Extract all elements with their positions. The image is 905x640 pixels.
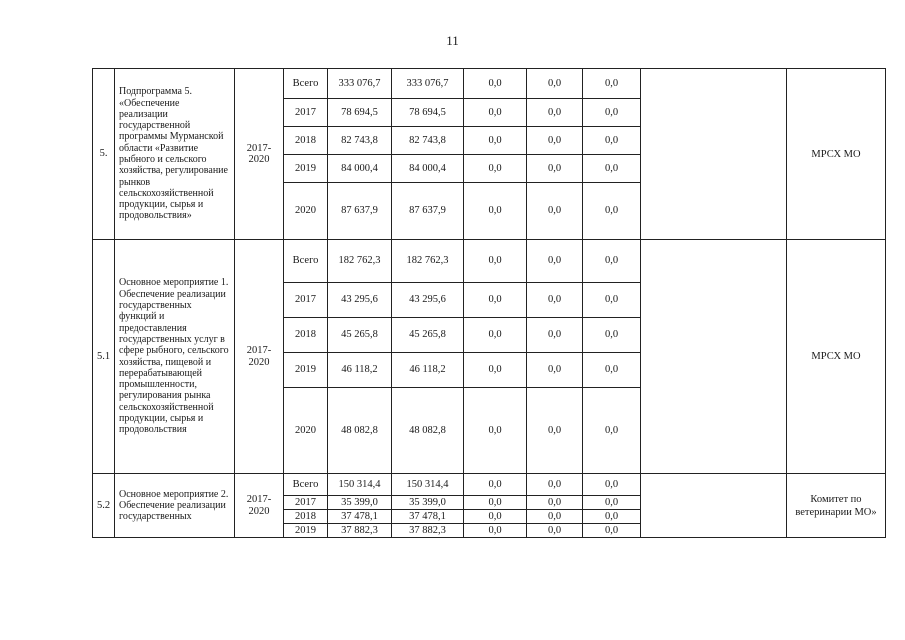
page-number: 11 — [446, 33, 459, 48]
table-row — [93, 474, 886, 496]
table-row — [93, 69, 886, 99]
value-cell: 0,0 — [527, 69, 583, 99]
total-cell: 37 478,1 — [328, 510, 392, 524]
value-cell: 0,0 — [583, 183, 641, 240]
year-cell: 2019 — [284, 524, 328, 538]
value-cell: 182 762,3 — [392, 240, 464, 283]
value-cell: 0,0 — [583, 127, 641, 155]
section-name: Основное мероприятие 1. Обеспечение реализации государственных функций и предоставления государственных услуг в сфере рыбного, сельского хозяйства, пищевой и перерабатывающей промышленности, регулирования рынка сельскохозяйственной продукции, сырья и продовольствия — [115, 240, 235, 474]
total-cell: 182 762,3 — [328, 240, 392, 283]
value-cell: 0,0 — [583, 510, 641, 524]
value-cell: 0,0 — [464, 474, 527, 496]
value-cell: 84 000,4 — [392, 155, 464, 183]
year-cell: 2018 — [284, 510, 328, 524]
value-cell: 0,0 — [464, 318, 527, 353]
value-cell: 0,0 — [527, 388, 583, 474]
value-cell: 87 637,9 — [392, 183, 464, 240]
budget-table — [92, 68, 886, 538]
executor-cell: МРСХ МО — [787, 69, 886, 240]
value-cell: 0,0 — [583, 353, 641, 388]
year-cell: Всего — [284, 240, 328, 283]
value-cell: 0,0 — [527, 524, 583, 538]
year-cell: 2017 — [284, 496, 328, 510]
value-cell: 46 118,2 — [392, 353, 464, 388]
section-name: Основное мероприятие 2. Обеспечение реализации государственных — [115, 474, 235, 538]
value-cell: 0,0 — [583, 155, 641, 183]
total-cell: 333 076,7 — [328, 69, 392, 99]
value-cell: 0,0 — [527, 283, 583, 318]
value-cell: 0,0 — [527, 496, 583, 510]
value-cell: 0,0 — [464, 388, 527, 474]
value-cell: 0,0 — [527, 474, 583, 496]
total-cell: 43 295,6 — [328, 283, 392, 318]
value-cell: 0,0 — [464, 496, 527, 510]
value-cell: 0,0 — [527, 510, 583, 524]
executor-cell: МРСХ МО — [787, 240, 886, 474]
value-cell: 0,0 — [527, 318, 583, 353]
value-cell: 0,0 — [527, 353, 583, 388]
value-cell: 37 882,3 — [392, 524, 464, 538]
value-cell: 0,0 — [583, 474, 641, 496]
value-cell: 0,0 — [583, 240, 641, 283]
value-cell: 0,0 — [464, 69, 527, 99]
section-number: 5.2 — [93, 474, 115, 538]
total-cell: 37 882,3 — [328, 524, 392, 538]
value-cell: 0,0 — [583, 496, 641, 510]
year-cell: 2019 — [284, 155, 328, 183]
value-cell: 0,0 — [527, 127, 583, 155]
value-cell: 0,0 — [583, 99, 641, 127]
value-cell: 48 082,8 — [392, 388, 464, 474]
value-cell: 0,0 — [527, 183, 583, 240]
year-cell: 2017 — [284, 283, 328, 318]
value-cell: 0,0 — [464, 240, 527, 283]
total-cell: 45 265,8 — [328, 318, 392, 353]
section-period: 2017- 2020 — [235, 240, 284, 474]
value-cell: 0,0 — [527, 240, 583, 283]
year-cell: 2017 — [284, 99, 328, 127]
total-cell: 84 000,4 — [328, 155, 392, 183]
year-cell: 2018 — [284, 318, 328, 353]
value-cell: 45 265,8 — [392, 318, 464, 353]
value-cell: 0,0 — [464, 127, 527, 155]
total-cell: 35 399,0 — [328, 496, 392, 510]
empty-cell — [641, 69, 787, 240]
section-period: 2017- 2020 — [235, 474, 284, 538]
value-cell: 0,0 — [527, 155, 583, 183]
value-cell: 0,0 — [464, 353, 527, 388]
value-cell: 82 743,8 — [392, 127, 464, 155]
table-row — [93, 240, 886, 283]
value-cell: 333 076,7 — [392, 69, 464, 99]
year-cell: Всего — [284, 69, 328, 99]
total-cell: 87 637,9 — [328, 183, 392, 240]
value-cell: 35 399,0 — [392, 496, 464, 510]
value-cell: 0,0 — [583, 69, 641, 99]
year-cell: Всего — [284, 474, 328, 496]
total-cell: 78 694,5 — [328, 99, 392, 127]
value-cell: 0,0 — [464, 99, 527, 127]
year-cell: 2020 — [284, 388, 328, 474]
section-name: Подпрограмма 5. «Обеспечение реализации государственной программы Мурманской области «Развитие рыбного и сельского хозяйства, регулирование рынков сельскохозяйственной продукции, сырья и продовольствия» — [115, 69, 235, 240]
section-period: 2017- 2020 — [235, 69, 284, 240]
value-cell: 78 694,5 — [392, 99, 464, 127]
value-cell: 0,0 — [464, 524, 527, 538]
total-cell: 150 314,4 — [328, 474, 392, 496]
empty-cell — [641, 474, 787, 538]
value-cell: 0,0 — [464, 183, 527, 240]
section-number: 5.1 — [93, 240, 115, 474]
executor-cell: Комитет по ветеринарии МО» — [787, 474, 886, 538]
value-cell: 43 295,6 — [392, 283, 464, 318]
year-cell: 2019 — [284, 353, 328, 388]
total-cell: 82 743,8 — [328, 127, 392, 155]
total-cell: 46 118,2 — [328, 353, 392, 388]
value-cell: 0,0 — [464, 283, 527, 318]
value-cell: 0,0 — [583, 283, 641, 318]
empty-cell — [641, 240, 787, 474]
value-cell: 0,0 — [583, 318, 641, 353]
value-cell: 37 478,1 — [392, 510, 464, 524]
total-cell: 48 082,8 — [328, 388, 392, 474]
value-cell: 0,0 — [583, 388, 641, 474]
section-number: 5. — [93, 69, 115, 240]
value-cell: 0,0 — [464, 155, 527, 183]
value-cell: 150 314,4 — [392, 474, 464, 496]
year-cell: 2020 — [284, 183, 328, 240]
value-cell: 0,0 — [583, 524, 641, 538]
value-cell: 0,0 — [527, 99, 583, 127]
year-cell: 2018 — [284, 127, 328, 155]
value-cell: 0,0 — [464, 510, 527, 524]
